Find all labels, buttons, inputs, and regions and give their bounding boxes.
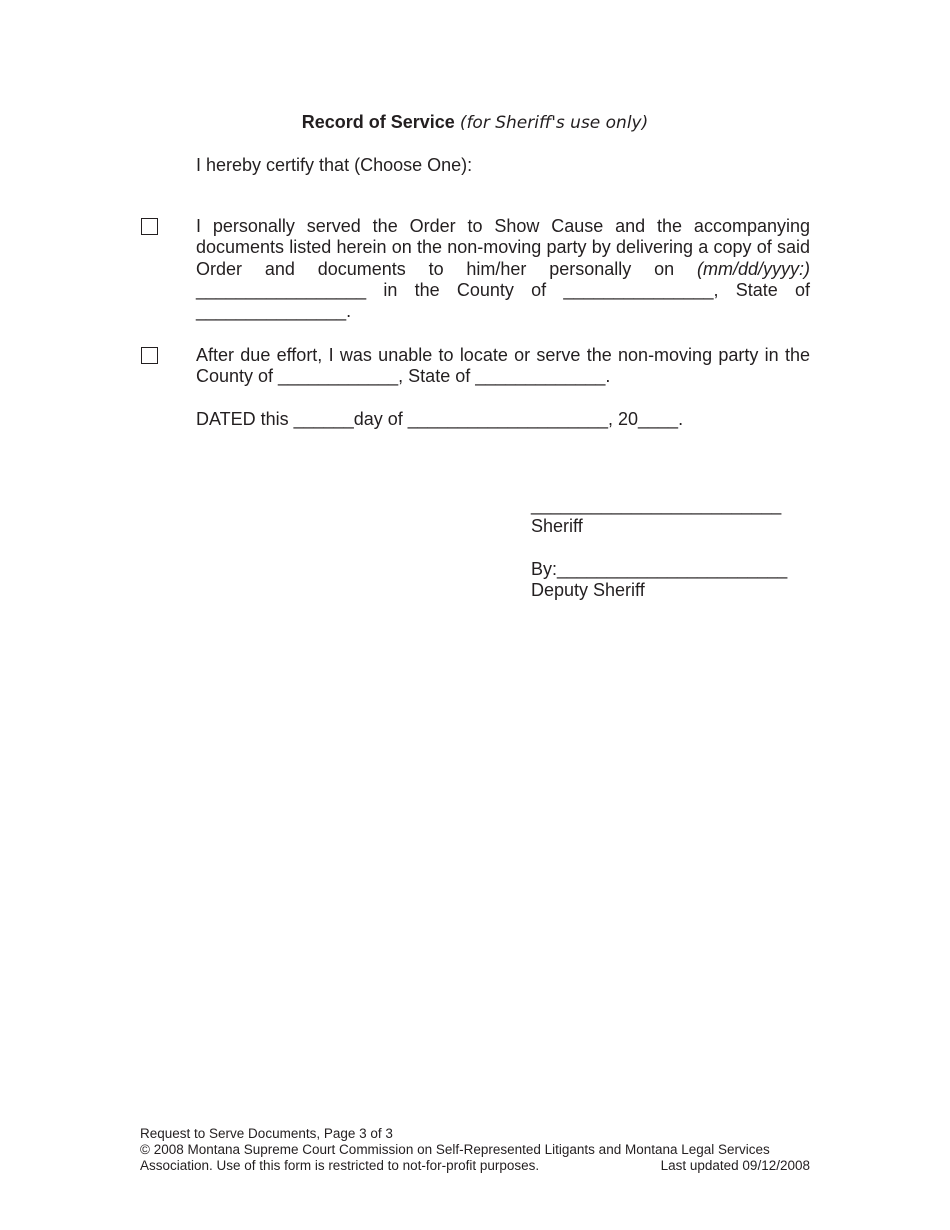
- footer-last-updated: Last updated 09/12/2008: [660, 1158, 810, 1173]
- footer-last-row: [140, 1158, 810, 1174]
- personally-served-text-start: I personally served the Order to Show Cause and the accompanying documents listed herein on the non-moving party by delivering a copy of said Order and documents to him/her personally on: [196, 216, 810, 279]
- footer-page-info: Request to Serve Documents, Page 3 of 3: [140, 1126, 393, 1141]
- date-format-hint: (mm/dd/yyyy:): [696, 258, 810, 279]
- deputy-sheriff-label: Deputy Sheriff: [531, 580, 645, 600]
- personally-served-checkbox[interactable]: [141, 218, 158, 235]
- unable-to-serve-checkbox[interactable]: [141, 347, 158, 364]
- dated-line: DATED this ______day of ____________________, 20____.: [196, 409, 684, 429]
- unable-to-serve-text: After due effort, I was unable to locate or serve the non-moving party in the County of ____________, State of _____________.: [196, 345, 810, 387]
- page-title: [0, 111, 950, 134]
- footer-copyright: © 2008 Montana Supreme Court Commission on Self-Represented Litigants and Montana Legal Services: [140, 1142, 770, 1157]
- sheriff-signature-line: _________________________: [531, 495, 782, 515]
- sheriff-label: Sheriff: [531, 516, 583, 536]
- footer-restriction: Association. Use of this form is restricted to not-for-profit purposes.: [140, 1158, 540, 1173]
- certify-intro: I hereby certify that (Choose One):: [196, 155, 473, 175]
- page-footer: [140, 1126, 810, 1174]
- personally-served-text: [196, 216, 810, 322]
- title-note: (for Sheriff's use only): [459, 113, 649, 133]
- record-of-service-title: Record of Service: [301, 112, 455, 132]
- deputy-signature-line: By:_______________________: [531, 559, 788, 579]
- personally-served-text-end: _________________ in the County of _______________, State of _______________.: [196, 279, 810, 322]
